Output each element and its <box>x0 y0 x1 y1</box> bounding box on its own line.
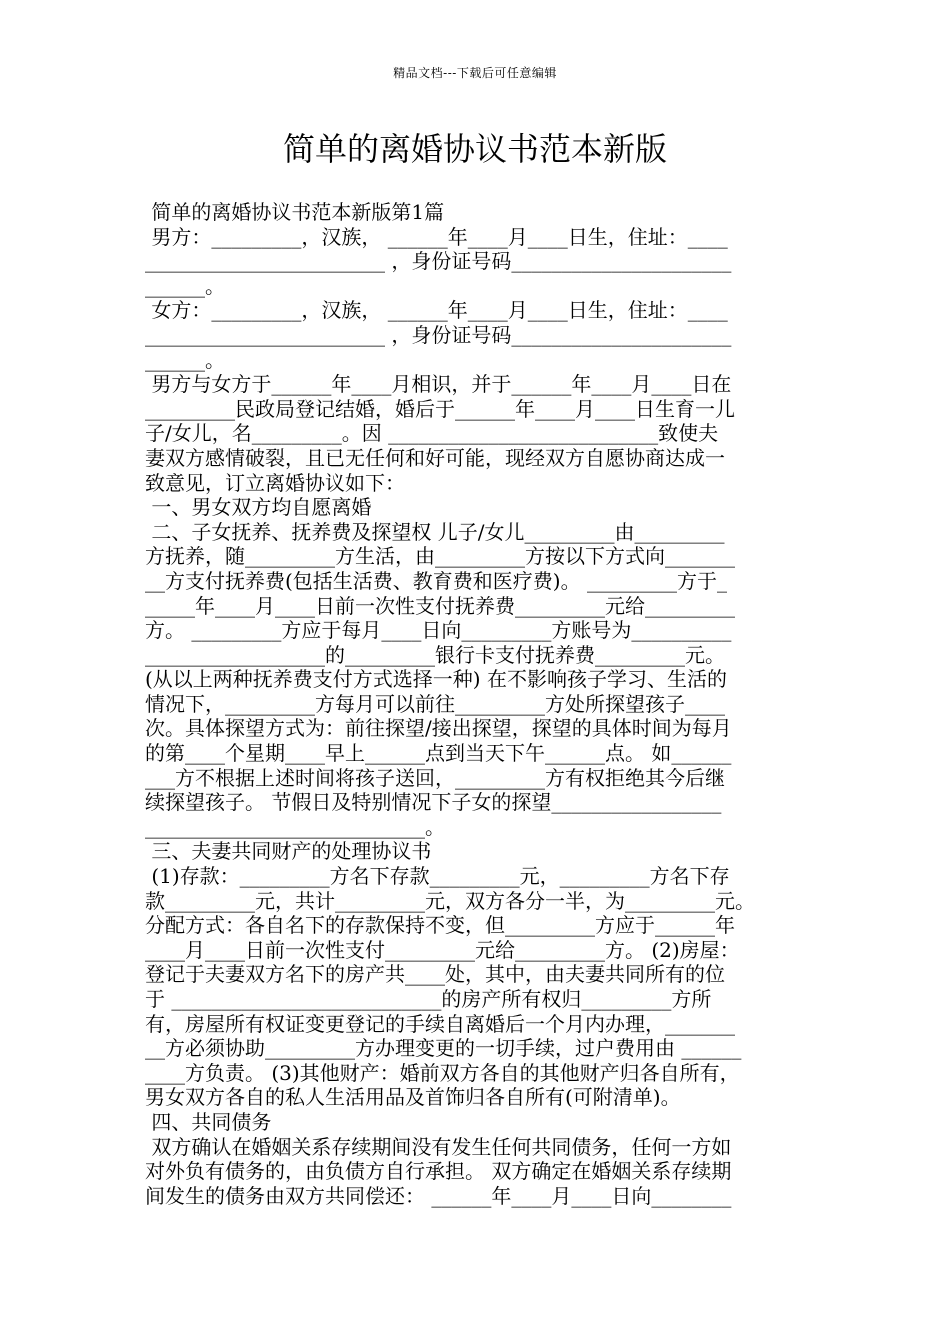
text-line: 的第____个星期____早上______点到当天下午______点。 如______ <box>145 741 732 766</box>
text-line: 三、夫妻共同财产的处理协议书 <box>145 839 432 864</box>
text-line: 情况下，_________方每月可以前往_________方处所探望孩子____ <box>145 691 725 716</box>
text-line: _____年____月____日前一次性支付抚养费_________元给_________ <box>145 593 735 618</box>
text-line: 对外负有债务的，由负债方自行承担。 双方确定在婚姻关系存续期 <box>145 1159 732 1184</box>
document-body <box>145 200 807 1208</box>
text-line: 致意见，订立离婚协议如下： <box>145 470 405 495</box>
text-line: 子/女儿，名_________。因 ___________________________致使夫 <box>145 421 719 446</box>
text-line: ___方不根据上述时间将孩子送回，_________方有权拒绝其今后继 <box>145 765 725 790</box>
text-line: 款_________元，共计_________元，双方各分一半，为_________元。 <box>145 888 755 913</box>
text-line: __方支付抚养费(包括生活费、教育费和医疗费)。 _________方于_ <box>145 568 727 593</box>
text-line: 方抚养，随_________方生活，由_________方按以下方式向_______ <box>145 544 735 569</box>
text-line: __方必须协助_________方办理变更的一切手续，过户费用由 ______ <box>145 1036 742 1061</box>
text-line: ____________________________。 <box>145 814 445 839</box>
text-line: __________________的_________银行卡支付抚养费_________元。 <box>145 642 725 667</box>
text-line: 简单的离婚协议书范本新版第1篇 <box>145 200 445 224</box>
text-line: 男女双方各自的私人生活用品及首饰归各自所有(可附清单)。 <box>145 1085 681 1110</box>
text-line: 一、男女双方均自愿离婚 <box>145 495 372 520</box>
text-line: 次。具体探望方式为：前往探望/接出探望，探望的具体时间为每月 <box>145 716 732 741</box>
text-line: 登记于夫妻双方名下的房产共____处，其中，由夫妻共同所有的位 <box>145 962 725 987</box>
text-line: 续探望孩子。 节假日及特别情况下子女的探望_________________ <box>145 790 722 815</box>
text-line: 四、共同债务 <box>145 1109 272 1134</box>
page-header-note: 精品文档---下载后可任意编辑 <box>393 66 557 80</box>
text-line: 妻双方感情破裂，且已无任何和好可能，现经双方自愿协商达成一 <box>145 445 725 470</box>
text-line: 方。 _________方应于每月____日向_________方账号为__________ <box>145 618 732 643</box>
text-line: ________________________ ，身份证号码______________________ <box>145 322 732 347</box>
text-line: 有，房屋所有权证变更登记的手续自离婚后一个月内办理，_______ <box>145 1011 735 1036</box>
text-line: 男方：_________，汉族， ______年____月____日生，住址：____ <box>145 224 728 249</box>
text-line: (从以上两种抚养费支付方式选择一种) 在不影响孩子学习、生活的 <box>145 667 727 692</box>
text-line: ______。 <box>145 347 225 372</box>
text-line: 男方与女方于______年____月相识，并于______年____月____日在 <box>145 372 732 397</box>
text-line: 于 ___________________________的房产所有权归_________方所 <box>145 987 712 1011</box>
text-line: 双方确认在婚姻关系存续期间没有发生任何共同债务，任何一方如 <box>145 1134 732 1159</box>
text-line: 分配方式：各自名下的存款保持不变，但_________方应于______年 <box>145 913 735 938</box>
text-line: _________民政局登记结婚，婚后于______年____月____日生育一儿 <box>145 396 735 421</box>
text-line: 二、子女抚养、抚养费及探望权 儿子/女儿_________由_________ <box>145 519 725 544</box>
text-line: 间发生的债务由双方共同偿还： ______年____月____日向________ <box>145 1183 732 1208</box>
text-line: ________________________ ，身份证号码______________________ <box>145 249 732 274</box>
text-line: 女方：_________，汉族， ______年____月____日生，住址：____ <box>145 298 728 323</box>
text-line: ____月____日前一次性支付_________元给_________方。 (2)房屋： <box>145 937 740 962</box>
text-line: ____方负责。 (3)其他财产：婚前双方各自的其他财产归各自所有， <box>145 1060 740 1085</box>
document-title: 简单的离婚协议书范本新版 <box>282 130 667 168</box>
text-line: ______。 <box>145 273 225 298</box>
text-line: (1)存款：_________方名下存款_________元，_________方名下存 <box>145 864 730 889</box>
